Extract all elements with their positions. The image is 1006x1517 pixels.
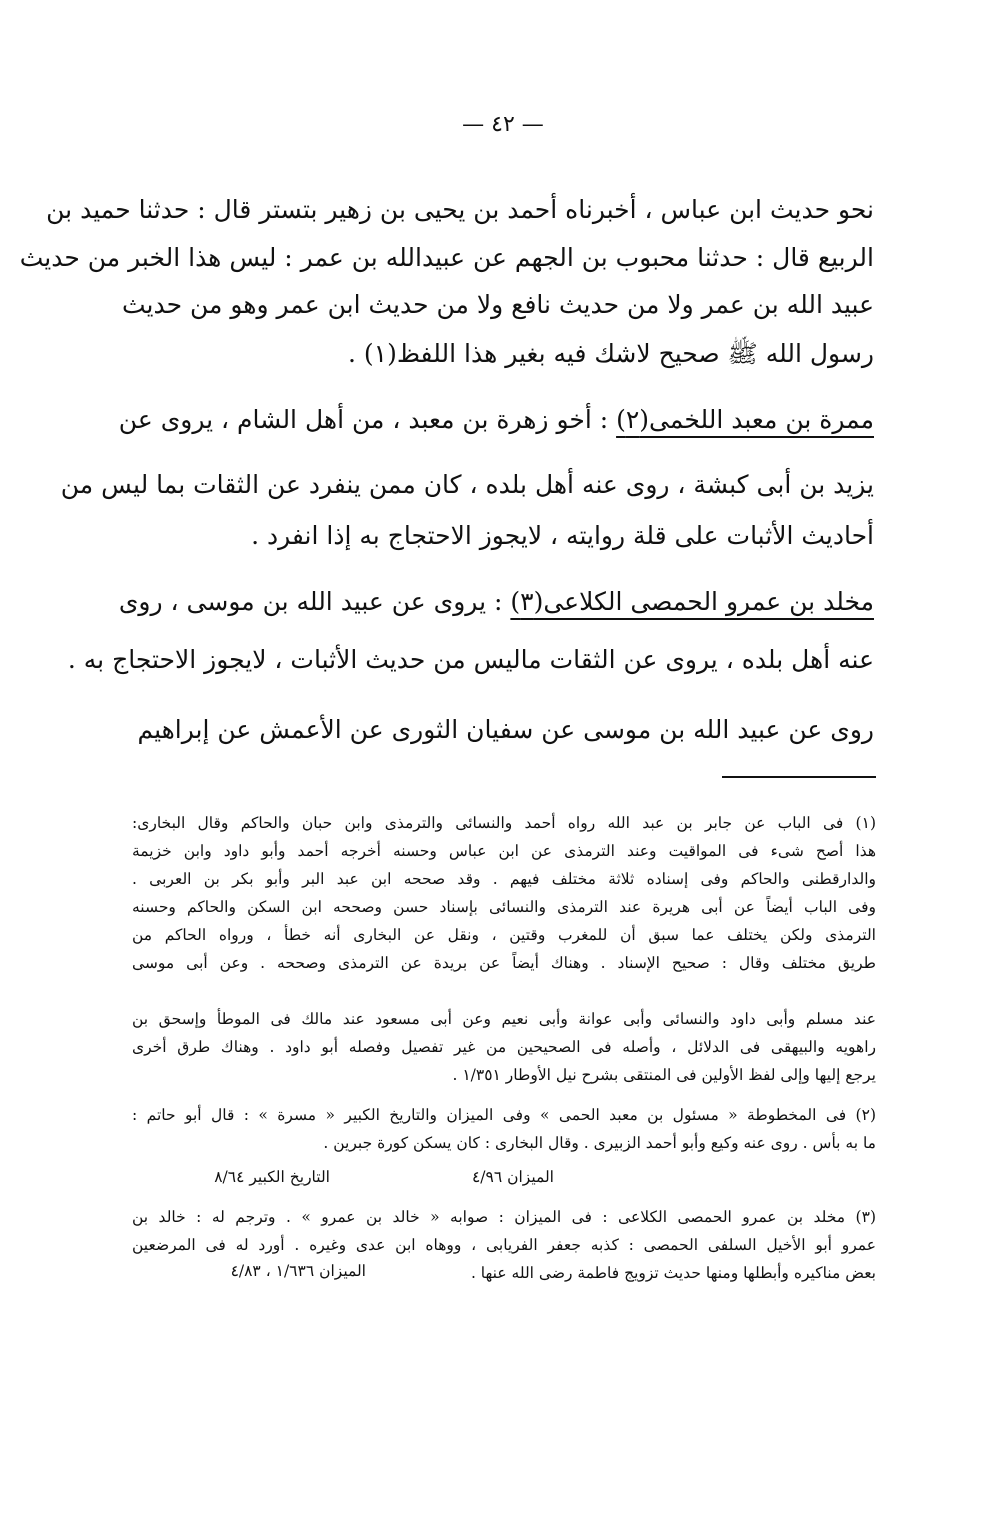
footnote-line: والدارقطنى والحاكم وفى إسناده ثلاثة مختلف فيهم . وقد صححه ابن عبد البر وأبو بكر بن العربى . bbox=[132, 870, 876, 888]
body-line: عبيد الله بن عمر ولا من حديث نافع ولا من حديث ابن عمر وهو من حديث bbox=[121, 290, 874, 319]
footnote-line: هذا أصح شىء فى المواقيت وعند الترمذى عن ابن عباس وحسنه أخرجه أحمد وأبو داود وابن خزيمة bbox=[132, 842, 876, 860]
footnote-line: (١) فى الباب عن جابر بن عبد الله رواه أحمد والنسائى والترمذى وابن حبان والحاكم وقال البخارى: bbox=[132, 814, 876, 832]
entry-name: ممرة بن معبد اللخمى(٢) bbox=[616, 405, 874, 434]
footnote-line: عند مسلم وأبى داود والنسائى وأبى عوانة وأبى نعيم وعن أبى مسعود عند مالك فى الموطأ وإسحق بن bbox=[132, 1010, 876, 1028]
body-line: يزيد بن أبى كبشة ، روى عنه أهل بلده ، كان ممن ينفرد عن الثقات بما ليس من bbox=[60, 470, 874, 499]
footnote-line: راهويه والبيهقى فى الدلائل ، وأصله فى الصحيحين من غير تفصيل وفصله أبو داود . وهناك طرق أخرى bbox=[132, 1038, 876, 1056]
footnote-reference: الميزان ٤/٩٦ bbox=[471, 1168, 554, 1186]
entry-heading-line bbox=[118, 402, 874, 438]
footnote-reference: التاريخ الكبير ٨/٦٤ bbox=[214, 1168, 330, 1186]
body-line: الربيع قال : حدثنا محبوب بن الجهم عن عبيدالله بن عمر : ليس هذا الخبر من حديث bbox=[19, 243, 874, 272]
footnote-line: ما به بأس . روى عنه وكيع وأبو أحمد الزبيرى . وقال البخارى : كان يسكن كورة جبرين . bbox=[323, 1134, 876, 1152]
entry-name: مخلد بن عمرو الحمصى الكلاعى(٣) bbox=[510, 587, 874, 616]
page-number: — ٤٢ — bbox=[462, 112, 544, 137]
footnote-line: (٣) مخلد بن عمرو الحمصى الكلاعى : فى الميزان : صوابه « خالد بن عمرو » . وترجم له : خالد بن bbox=[132, 1208, 876, 1226]
footnote-line: بعض مناكيره وأبطلها ومنها حديث تزويج فاطمة رضى الله عنها . bbox=[470, 1264, 876, 1282]
body-line: رسول الله ﷺ صحيح لاشك فيه بغير هذا اللفظ(١) . bbox=[347, 339, 874, 368]
entry-text: : يروى عن عبيد الله بن موسى ، روى bbox=[118, 587, 511, 616]
body-line: روى عن عبيد الله بن موسى عن سفيان الثورى عن الأعمش عن إبراهيم bbox=[137, 715, 874, 744]
footnote-line: (٢) فى المخطوطة « مسئول بن معبد الحمى » وفى الميزان والتاريخ الكبير « مسرة » : قال أبو حاتم : bbox=[132, 1106, 876, 1124]
footnote-reference: الميزان ١/٦٣٦ ، ٤/٨٣ bbox=[230, 1262, 366, 1280]
entry-heading-line bbox=[118, 584, 874, 620]
footnote-line: عمرو أبو الأخيل السلفى الحمصى : كذبه جعفر الفريابى ، ووهاه ابن عدى وغيره . أورد له فى المرضعين bbox=[132, 1236, 876, 1254]
footnote-line: يرجع إليها وإلى لفظ الأولين فى المنتقى بشرح نيل الأوطار ١/٣٥١ . bbox=[452, 1066, 876, 1084]
footnote-line: وفى الباب أيضاً عن أبى هريرة عند الترمذى والنسائى بإسناد حسن وصححه ابن السكن والحاكم وحسنه bbox=[132, 898, 876, 916]
footnote-separator bbox=[722, 776, 876, 778]
body-line: نحو حديث ابن عباس ، أخبرناه أحمد بن يحيى بن زهير بتستر قال : حدثنا حميد بن bbox=[46, 195, 874, 224]
body-line: أحاديث الأثبات على قلة روايته ، لايجوز الاحتجاج به إذا انفرد . bbox=[251, 521, 874, 550]
footnote-line: الترمذى ولكن يختلف عما سبق أن للمغرب وقتين ، ونقل عن البخارى أنه خطأ ، ورواه الحاكم من bbox=[132, 926, 876, 944]
body-line: عنه أهل بلده ، يروى عن الثقات ماليس من حديث الأثبات ، لايجوز الاحتجاج به . bbox=[67, 645, 874, 674]
entry-text: : أخو زهرة بن معبد ، من أهل الشام ، يروى عن bbox=[118, 405, 617, 434]
footnote-line: طريق مختلف وقال : صحيح الإسناد . وهناك أيضاً عن بريدة عن الترمذى وصححه . وعن أبى موسى bbox=[132, 954, 876, 972]
